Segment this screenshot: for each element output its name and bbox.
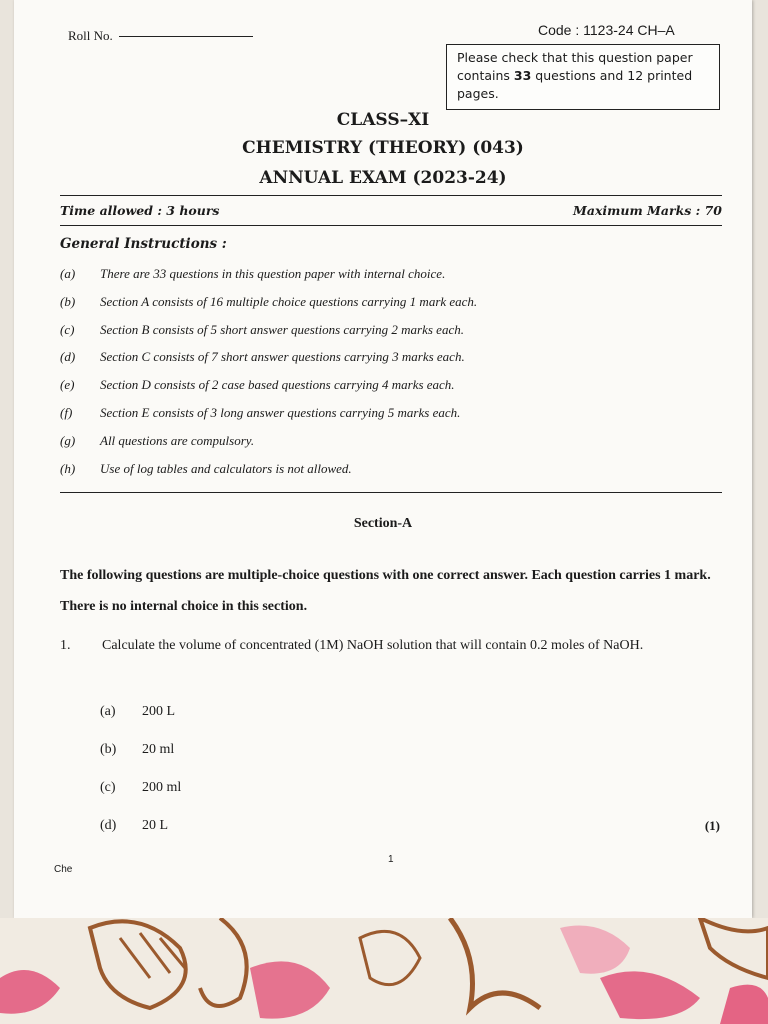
instruction-key: (e)	[60, 377, 75, 393]
instruction-item	[60, 433, 720, 461]
section-lead-text: The following questions are multiple-choice questions with one correct answer. Each question carries 1 mark. There is no internal choice in this section.	[60, 568, 711, 614]
instruction-item	[60, 322, 720, 350]
instructions-list	[60, 266, 720, 488]
option-text: 200 ml	[142, 780, 182, 795]
instruction-key: (g)	[60, 432, 76, 448]
instruction-key: (f)	[60, 404, 73, 420]
instruction-item	[60, 461, 720, 489]
instruction-item	[60, 349, 720, 377]
question-marks: (1)	[704, 818, 720, 833]
instruction-text: There are 33 questions in this question paper with internal choice.	[100, 266, 446, 281]
instructions-heading: General Instructions :	[60, 236, 227, 252]
instruction-key: (b)	[60, 293, 76, 309]
exam-paper	[14, 0, 752, 918]
option-a	[100, 704, 175, 720]
divider-meta	[60, 225, 722, 226]
section-title: Section-A	[353, 516, 413, 531]
check-note-question-count: 33	[513, 68, 532, 83]
instruction-key: (a)	[60, 266, 76, 281]
option-text: 20 L	[142, 818, 169, 833]
option-key: (b)	[100, 742, 117, 757]
option-key: (c)	[100, 780, 116, 795]
instruction-key: (d)	[60, 349, 76, 365]
maximum-marks: Maximum Marks : 70	[573, 203, 722, 218]
page-number: 1	[388, 854, 394, 865]
footer-text: Che	[54, 864, 73, 875]
option-b	[100, 742, 174, 758]
subject-title: CHEMISTRY (THEORY) (043)	[242, 138, 524, 158]
instruction-text: All questions are compulsory.	[100, 432, 255, 448]
check-note-rest: questions and 12 printed pages.	[457, 68, 693, 101]
instruction-item	[60, 266, 720, 294]
instruction-text: Section A consists of 16 multiple choice questions carrying 1 mark each.	[100, 293, 478, 309]
instruction-text: Section E consists of 3 long answer questions carrying 5 marks each.	[100, 404, 461, 420]
option-key: (a)	[100, 704, 116, 719]
instruction-item	[60, 377, 720, 405]
option-text: 20 ml	[142, 742, 175, 757]
instruction-text: Section D consists of 2 case based questions carrying 4 marks each.	[100, 377, 455, 393]
question-number: 1.	[60, 638, 71, 653]
class-title: CLASS–XI	[336, 110, 430, 130]
instruction-item	[60, 294, 720, 322]
instruction-text: Use of log tables and calculators is not allowed.	[100, 460, 352, 476]
page-check-note	[446, 44, 720, 110]
instruction-item	[60, 405, 720, 433]
question-1	[60, 632, 730, 660]
divider-instructions	[60, 492, 722, 493]
roll-number-blank	[119, 36, 253, 37]
option-key: (d)	[100, 818, 117, 833]
paper-code: Code : 1123-24 CH–A	[538, 22, 675, 38]
exam-title: ANNUAL EXAM (2023-24)	[259, 168, 507, 188]
option-text: 200 L	[142, 704, 176, 719]
roll-number-label: Roll No.	[68, 28, 113, 43]
fabric-background	[0, 918, 768, 1024]
time-allowed: Time allowed : 3 hours	[60, 203, 220, 218]
divider-top	[60, 195, 722, 196]
roll-number-field	[68, 28, 253, 44]
floral-pattern-image	[0, 918, 768, 1024]
instruction-text: Section C consists of 7 short answer questions carrying 3 marks each.	[100, 349, 465, 365]
check-note-pre: Please check that this question paper contains	[457, 50, 693, 83]
instruction-key: (h)	[60, 460, 76, 476]
instruction-text: Section B consists of 5 short answer questions carrying 2 marks each.	[100, 321, 464, 337]
option-d	[100, 818, 168, 834]
option-c	[100, 780, 181, 796]
instruction-key: (c)	[60, 321, 75, 337]
question-text: Calculate the volume of concentrated (1M) NaOH solution that will contain 0.2 moles of NaOH.	[102, 638, 644, 653]
